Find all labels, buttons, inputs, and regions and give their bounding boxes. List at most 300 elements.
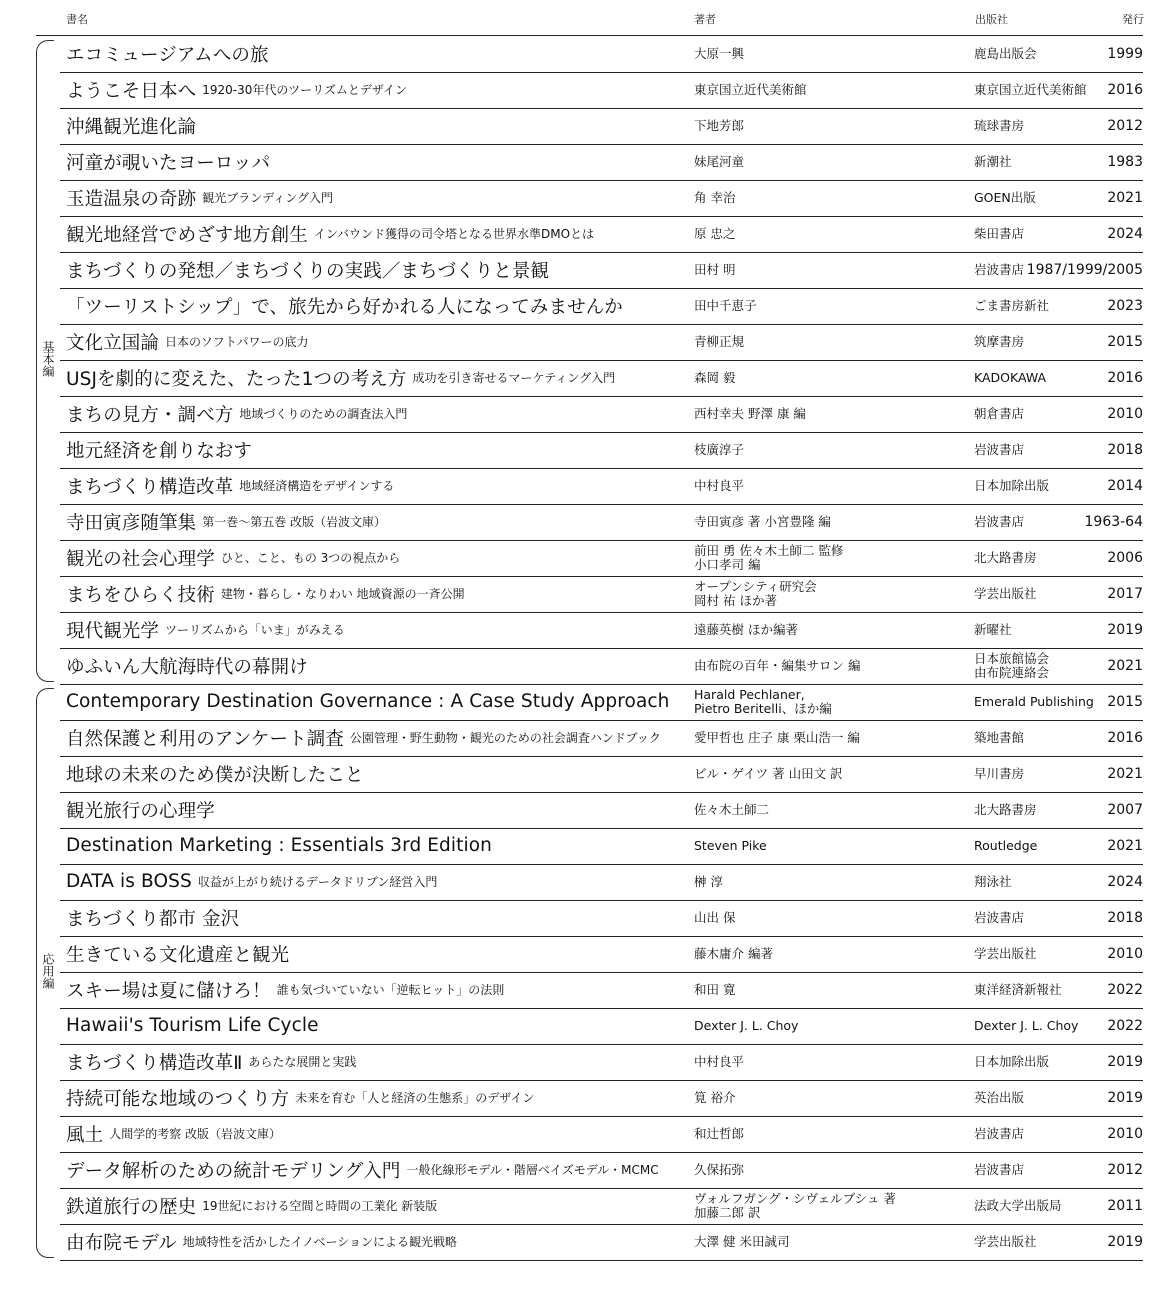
book-title-cell — [66, 468, 684, 503]
table-row — [60, 108, 1143, 145]
table-row — [60, 684, 1143, 721]
book-title: まちづくりの発想／まちづくりの実践／まちづくりと景観 — [66, 260, 550, 282]
book-title: ゆふいん大航海時代の幕開け — [66, 656, 308, 678]
book-author-line: 岡村 祐 ほか著 — [694, 592, 777, 608]
table-row — [60, 324, 1143, 361]
book-author-lines — [694, 1192, 896, 1220]
book-publisher-lines — [974, 371, 1046, 385]
book-author-line: 山出 保 — [694, 909, 736, 925]
table-row — [60, 288, 1143, 325]
book-publisher-lines — [974, 1055, 1049, 1069]
book-year: 2016 — [1107, 81, 1143, 98]
book-publisher-lines — [974, 1019, 1078, 1033]
book-title-cell — [66, 108, 684, 143]
table-row — [60, 1008, 1143, 1045]
book-publisher-line: Dexter J. L. Choy — [974, 1017, 1079, 1033]
book-publisher-line: 日本加除出版 — [974, 477, 1050, 493]
table-row — [60, 1152, 1143, 1189]
book-title-cell — [66, 1224, 684, 1259]
book-year: 2010 — [1107, 945, 1143, 962]
book-publisher-lines — [974, 263, 1024, 277]
book-subtitle: 地域づくりのための調査法入門 — [239, 407, 408, 421]
book-author-lines — [694, 911, 735, 925]
book-title: まちの見方・調べ方 — [66, 404, 234, 426]
table-row — [60, 1116, 1143, 1153]
book-title-cell — [66, 720, 684, 755]
book-author-lines — [694, 83, 807, 97]
book-year: 2022 — [1107, 1017, 1143, 1034]
book-title: DATA is BOSS — [66, 871, 192, 892]
book-author-line: 原 忠之 — [694, 225, 736, 241]
book-title: 沖縄観光進化論 — [66, 116, 197, 138]
book-title-cell — [66, 828, 684, 863]
book-author-lines — [694, 155, 744, 169]
book-publisher-lines — [974, 803, 1037, 817]
book-year-cell — [1070, 36, 1143, 71]
book-author-line: 榊 淳 — [694, 873, 723, 889]
book-author-lines — [694, 335, 744, 349]
book-year-cell — [1070, 576, 1143, 611]
book-author-line: 森岡 毅 — [694, 369, 736, 385]
book-year-cell — [1070, 972, 1143, 1007]
book-author-cell — [694, 864, 964, 899]
book-title: まちづくり都市 金沢 — [66, 908, 240, 930]
book-author-line: 前田 勇 佐々木土師二 監修 — [694, 542, 844, 558]
book-year: 2006 — [1107, 549, 1143, 566]
book-publisher-line: ごま書房新社 — [974, 297, 1050, 313]
book-year-cell — [1070, 468, 1143, 503]
book-author-lines — [694, 479, 744, 493]
book-author-line: Dexter J. L. Choy — [694, 1017, 799, 1033]
book-author-lines — [694, 623, 798, 637]
book-author-line: 寺田寅彦 著 小宮豊隆 編 — [694, 513, 831, 529]
book-author-cell — [694, 576, 964, 611]
book-publisher-lines — [974, 1199, 1062, 1213]
book-publisher-lines — [974, 227, 1024, 241]
book-publisher-line: 東京国立近代美術館 — [974, 81, 1087, 97]
book-title-cell — [66, 1080, 684, 1115]
book-publisher-lines — [974, 299, 1049, 313]
book-title-cell — [66, 252, 684, 287]
book-author-cell — [694, 648, 964, 683]
book-title: 文化立国論 — [66, 332, 160, 354]
book-publisher-line: 新潮社 — [974, 153, 1012, 169]
book-author-cell — [694, 180, 964, 215]
book-author-line: 小口孝司 編 — [694, 556, 761, 572]
book-author-cell — [694, 468, 964, 503]
column-header-year: 発行 — [1122, 13, 1144, 26]
book-title: USJを劇的に変えた、たった1つの考え方 — [66, 368, 407, 390]
book-year-cell — [1070, 504, 1143, 539]
book-publisher-line: 北大路書房 — [974, 801, 1037, 817]
book-title: まちをひらく技術 — [66, 584, 215, 606]
table-row — [60, 792, 1143, 829]
book-author-lines — [694, 875, 723, 889]
book-author-line: Steven Pike — [694, 837, 767, 853]
book-year-cell — [1070, 216, 1143, 251]
table-row — [60, 252, 1143, 289]
book-publisher-lines — [974, 767, 1024, 781]
book-publisher-line: 岩波書店 — [974, 441, 1025, 457]
book-year-cell — [1070, 684, 1143, 719]
book-author-line: 下地芳郎 — [694, 117, 745, 133]
book-author-line: 中村良平 — [694, 477, 745, 493]
book-author-cell — [694, 612, 964, 647]
book-title-cell — [66, 684, 684, 719]
table-row — [60, 540, 1143, 577]
book-author-lines — [694, 767, 843, 781]
book-year: 2021 — [1107, 189, 1143, 206]
book-author-cell — [694, 792, 964, 827]
book-author-cell — [694, 396, 964, 431]
book-publisher-lines — [974, 1127, 1024, 1141]
book-year-cell — [1070, 612, 1143, 647]
book-publisher-lines — [974, 983, 1062, 997]
book-publisher-line: Routledge — [974, 837, 1038, 853]
book-title: 玉造温泉の奇跡 — [66, 188, 197, 210]
book-author-line: 和辻哲郎 — [694, 1125, 745, 1141]
book-title-cell — [66, 432, 684, 467]
book-subtitle: 第一巻〜第五巻 改版（岩波文庫） — [202, 515, 387, 529]
book-title: Hawaii's Tourism Life Cycle — [66, 1015, 319, 1036]
book-subtitle: あらたな展開と実践 — [248, 1055, 357, 1069]
book-title: 鉄道旅行の歴史 — [66, 1196, 197, 1218]
book-title-cell — [66, 72, 684, 107]
book-author-line: 藤木庸介 編著 — [694, 945, 773, 961]
book-author-lines — [694, 947, 773, 961]
book-author-line: ビル・ゲイツ 著 山田文 訳 — [694, 765, 843, 781]
book-title: 自然保護と利用のアンケート調査 — [66, 728, 344, 750]
book-author-line: 田村 明 — [694, 261, 736, 277]
table-row — [60, 720, 1143, 757]
book-year-cell — [1070, 720, 1143, 755]
book-publisher-line: 日本加除出版 — [974, 1053, 1050, 1069]
book-author-cell — [694, 216, 964, 251]
book-author-line: 愛甲哲也 庄子 康 栗山浩一 編 — [694, 729, 860, 745]
book-author-lines — [694, 1127, 744, 1141]
book-year: 2015 — [1107, 693, 1143, 710]
book-publisher-line: 学芸出版社 — [974, 1233, 1037, 1249]
book-author-line: 佐々木土師二 — [694, 801, 770, 817]
book-year-cell — [1070, 324, 1143, 359]
book-author-cell — [694, 324, 964, 359]
book-title: Contemporary Destination Governance : A Case Study Approach — [66, 691, 670, 712]
book-title: 河童が覗いたヨーロッパ — [66, 152, 271, 174]
book-author-lines — [694, 299, 757, 313]
book-year: 2024 — [1107, 873, 1143, 890]
book-author-line: 由布院の百年・編集サロン 編 — [694, 657, 861, 673]
book-year: 2012 — [1107, 1161, 1143, 1178]
book-year-cell — [1070, 1188, 1143, 1223]
book-author-cell — [694, 1224, 964, 1259]
book-publisher-lines — [974, 875, 1012, 889]
book-author-cell — [694, 828, 964, 863]
book-title-cell — [66, 1044, 684, 1079]
book-title: 生きている文化遺産と観光 — [66, 944, 290, 966]
book-year-cell — [1070, 1116, 1143, 1151]
book-subtitle: 日本のソフトパワーの底力 — [165, 335, 309, 349]
book-author-lines — [694, 803, 769, 817]
book-title: 風土 — [66, 1124, 104, 1146]
book-author-cell — [694, 288, 964, 323]
book-title: 持続可能な地域のつくり方 — [66, 1088, 290, 1110]
book-publisher-line: 由布院連絡会 — [974, 664, 1050, 680]
book-title: エコミュージアムへの旅 — [66, 44, 269, 66]
book-subtitle: 観光ブランディング入門 — [202, 191, 334, 205]
book-subtitle: ツーリズムから「いま」がみえる — [165, 623, 345, 637]
book-subtitle: 一般化線形モデル・階層ベイズモデル・MCMC — [406, 1163, 659, 1177]
book-year: 1983 — [1107, 153, 1143, 170]
book-year: 2024 — [1107, 225, 1143, 242]
book-publisher-lines — [974, 623, 1012, 637]
book-author-lines — [694, 515, 831, 529]
book-author-cell — [694, 72, 964, 107]
book-title-cell — [66, 504, 684, 539]
book-author-lines — [694, 659, 860, 673]
book-author-cell — [694, 360, 964, 395]
book-publisher-line: 翔泳社 — [974, 873, 1012, 889]
book-author-line: Harald Pechlaner, — [694, 686, 805, 702]
book-year-cell — [1070, 180, 1143, 215]
table-row — [60, 468, 1143, 505]
book-publisher-lines — [974, 47, 1037, 61]
book-publisher-line: 岩波書店 — [974, 513, 1025, 529]
book-year-cell — [1070, 792, 1143, 827]
table-row — [60, 612, 1143, 649]
book-year: 2019 — [1107, 621, 1143, 638]
book-year: 2018 — [1107, 909, 1143, 926]
book-author-lines — [694, 47, 744, 61]
book-year: 2019 — [1107, 1089, 1143, 1106]
book-author-line: Pietro Beritelli、ほか編 — [694, 700, 832, 716]
book-title-cell — [66, 180, 684, 215]
book-subtitle: 誰も気づいていない「逆転ヒット」の法則 — [276, 983, 505, 997]
book-year: 2023 — [1107, 297, 1143, 314]
book-title: 由布院モデル — [66, 1232, 177, 1254]
book-year: 2014 — [1107, 477, 1143, 494]
book-author-cell — [694, 1116, 964, 1151]
book-author-cell — [694, 1008, 964, 1043]
book-subtitle: 地域経済構造をデザインする — [239, 479, 395, 493]
book-title: 観光旅行の心理学 — [66, 800, 215, 822]
book-publisher-lines — [974, 551, 1037, 565]
book-author-cell — [694, 1044, 964, 1079]
table-row — [60, 396, 1143, 433]
book-publisher-lines — [974, 839, 1037, 853]
book-author-lines — [694, 1163, 744, 1177]
book-title: Destination Marketing : Essentials 3rd Edition — [66, 835, 492, 856]
book-author-lines — [694, 407, 806, 421]
book-author-line: オープンシティ研究会 — [694, 578, 817, 594]
book-title: 地球の未来のため僕が決断したこと — [66, 764, 364, 786]
book-year-cell — [1070, 1224, 1143, 1259]
book-year-cell — [1070, 396, 1143, 431]
book-author-line: 西村幸夫 野澤 康 編 — [694, 405, 806, 421]
book-publisher-line: 東洋経済新報社 — [974, 981, 1062, 997]
book-year: 2018 — [1107, 441, 1143, 458]
book-publisher-lines — [974, 1163, 1024, 1177]
book-subtitle: 成功を引き寄せるマーケティング入門 — [412, 371, 616, 385]
table-row — [60, 756, 1143, 793]
book-title-cell — [66, 648, 684, 683]
table-row — [60, 144, 1143, 181]
book-title: まちづくり構造改革 — [66, 476, 234, 498]
table-row — [60, 72, 1143, 109]
book-author-cell — [694, 720, 964, 755]
book-author-line: 田中千恵子 — [694, 297, 757, 313]
book-year-cell — [1070, 900, 1143, 935]
book-year: 2011 — [1107, 1197, 1143, 1214]
book-author-lines — [694, 263, 735, 277]
book-year: 2021 — [1107, 837, 1143, 854]
book-author-line: 筧 裕介 — [694, 1089, 736, 1105]
table-row — [60, 216, 1143, 253]
book-author-lines — [694, 371, 735, 385]
book-subtitle: 公園管理・野生動物・観光のための社会調査ハンドブック — [349, 731, 661, 745]
book-year: 1999 — [1107, 45, 1143, 62]
book-author-cell — [694, 144, 964, 179]
book-title: 現代観光学 — [66, 620, 160, 642]
book-publisher-line: 法政大学出版局 — [974, 1197, 1062, 1213]
book-year: 2019 — [1107, 1053, 1143, 1070]
book-author-line: 加藤二郎 訳 — [694, 1204, 761, 1220]
book-year-cell — [1070, 432, 1143, 467]
book-publisher-lines — [974, 1235, 1037, 1249]
table-row — [60, 1044, 1143, 1081]
table-row — [60, 36, 1143, 73]
book-publisher-line: GOEN出版 — [974, 189, 1036, 205]
book-year-cell — [1070, 648, 1143, 683]
book-author-lines — [694, 580, 817, 608]
book-author-line: 大澤 健 米田誠司 — [694, 1233, 790, 1249]
book-title-cell — [66, 612, 684, 647]
book-year: 1987/1999/2005 — [1026, 261, 1143, 278]
book-publisher-line: 早川書房 — [974, 765, 1025, 781]
book-year: 2010 — [1107, 405, 1143, 422]
book-title-cell — [66, 900, 684, 935]
book-author-cell — [694, 1080, 964, 1115]
book-author-line: 和田 寛 — [694, 981, 736, 997]
book-author-cell — [694, 36, 964, 71]
book-year-cell — [1070, 828, 1143, 863]
book-year-cell — [1070, 540, 1143, 575]
book-publisher-line: 柴田書店 — [974, 225, 1025, 241]
book-year-cell — [1070, 1008, 1143, 1043]
book-publisher-lines — [974, 479, 1049, 493]
column-header-publisher: 出版社 — [975, 13, 1008, 26]
book-author-lines — [694, 191, 735, 205]
book-author-line: 久保拓弥 — [694, 1161, 745, 1177]
book-year-cell — [1070, 72, 1143, 107]
book-title-cell — [66, 756, 684, 791]
book-title-cell — [66, 36, 684, 71]
book-year: 2012 — [1107, 117, 1143, 134]
table-row — [60, 900, 1143, 937]
book-author-lines — [694, 688, 832, 716]
book-author-cell — [694, 540, 964, 575]
table-row — [60, 936, 1143, 973]
book-publisher-line: KADOKAWA — [974, 369, 1047, 385]
book-year: 2016 — [1107, 729, 1143, 746]
book-publisher-lines — [974, 191, 1036, 205]
book-author-lines — [694, 839, 767, 853]
table-row — [60, 864, 1143, 901]
book-author-cell — [694, 108, 964, 143]
book-publisher-line: 新曜社 — [974, 621, 1012, 637]
book-publisher-lines — [974, 119, 1024, 133]
book-publisher-lines — [974, 731, 1024, 745]
book-publisher-line: Emerald Publishing — [974, 693, 1094, 709]
book-title-cell — [66, 864, 684, 899]
book-subtitle: 地域特性を活かしたイノベーションによる観光戦略 — [182, 1235, 458, 1249]
book-year-cell — [1070, 288, 1143, 323]
book-title: 地元経済を創りなおす — [66, 440, 253, 462]
book-publisher-line: 英治出版 — [974, 1089, 1025, 1105]
book-title-cell — [66, 1116, 684, 1151]
book-year: 2010 — [1107, 1125, 1143, 1142]
book-author-cell — [694, 252, 964, 287]
book-author-lines — [694, 227, 735, 241]
book-year: 2007 — [1107, 801, 1143, 818]
book-author-lines — [694, 983, 735, 997]
book-author-cell — [694, 684, 964, 719]
book-publisher-lines — [974, 911, 1024, 925]
book-author-line: 青柳正規 — [694, 333, 745, 349]
book-author-cell — [694, 432, 964, 467]
book-title: 観光地経営でめざす地方創生 — [66, 224, 308, 246]
book-author-line: 角 幸治 — [694, 189, 736, 205]
table-row — [60, 972, 1143, 1009]
section-label: 応用編 — [38, 951, 54, 991]
book-title-cell — [66, 360, 684, 395]
book-year-cell — [1070, 936, 1143, 971]
book-title-cell — [66, 396, 684, 431]
book-publisher-lines — [974, 155, 1012, 169]
book-year-cell — [1070, 1152, 1143, 1187]
book-author-line: 東京国立近代美術館 — [694, 81, 807, 97]
table-row — [60, 1188, 1143, 1225]
book-year: 2017 — [1107, 585, 1143, 602]
book-author-cell — [694, 972, 964, 1007]
book-author-lines — [694, 544, 843, 572]
book-subtitle: 建物・暮らし・なりわい 地域資源の一斉公開 — [220, 587, 465, 601]
book-subtitle: 19世紀における空間と時間の工業化 新装版 — [202, 1199, 438, 1213]
book-author-cell — [694, 504, 964, 539]
book-publisher-line: 学芸出版社 — [974, 585, 1037, 601]
book-publisher-line: 北大路書房 — [974, 549, 1037, 565]
book-year-cell — [1070, 1080, 1143, 1115]
book-subtitle: 1920-30年代のツーリズムとデザイン — [202, 83, 408, 97]
book-author-cell — [694, 936, 964, 971]
book-publisher-lines — [974, 1091, 1024, 1105]
book-title-cell — [66, 144, 684, 179]
book-author-line: 大原一興 — [694, 45, 745, 61]
book-title-cell — [66, 1188, 684, 1223]
book-author-cell — [694, 1188, 964, 1223]
book-publisher-line: 学芸出版社 — [974, 945, 1037, 961]
book-subtitle: インバウンド獲得の司令塔となる世界水準DMOとは — [313, 227, 595, 241]
book-author-lines — [694, 1235, 789, 1249]
book-title: 観光の社会心理学 — [66, 548, 215, 570]
book-year: 2022 — [1107, 981, 1143, 998]
book-author-lines — [694, 443, 744, 457]
book-year: 2021 — [1107, 765, 1143, 782]
book-year-cell — [1070, 108, 1143, 143]
section-label: 基本編 — [38, 339, 54, 379]
book-author-lines — [694, 1091, 735, 1105]
book-publisher-line: 朝倉書店 — [974, 405, 1025, 421]
book-author-lines — [694, 1019, 798, 1033]
